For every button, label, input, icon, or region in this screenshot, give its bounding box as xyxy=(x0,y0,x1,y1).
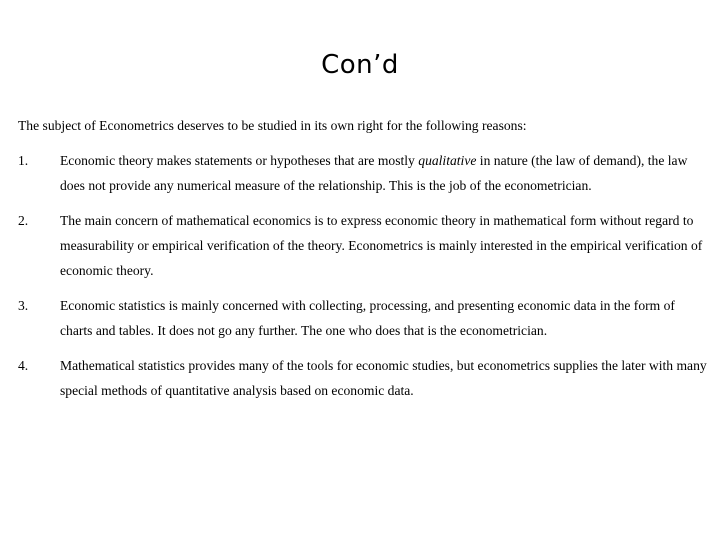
list-item-1 xyxy=(18,148,708,198)
intro-text: The subject of Econometrics deserves to be studied in its own right for the following reasons: xyxy=(18,118,527,133)
list-item-number: 2. xyxy=(18,213,29,228)
list-item-text: Mathematical statistics provides many of the tools for economic studies, but econometrics supplies the later with many special methods of quantitative analysis based on economic data. xyxy=(60,358,707,398)
list-item-text-end: in nature (the law of demand), the law does not provide any numerical measure of the relationship. This is the job of the econometrician. xyxy=(60,153,688,193)
slide-title: Con’d xyxy=(321,50,399,80)
list-item-4 xyxy=(18,353,708,403)
emphasis-qualitative: qualitative xyxy=(418,153,477,168)
list-item-text: The main concern of mathematical economics is to express economic theory in mathematical form without regard to measurability or empirical verification of the theory. Econometrics is mainly interested in the empirical verification of economic theory. xyxy=(60,213,703,278)
list-item-number: 4. xyxy=(18,358,29,373)
list-item-2 xyxy=(18,208,708,283)
list-item-number: 1. xyxy=(18,153,29,168)
list-item-text-start: Economic theory makes statements or hypotheses that are mostly xyxy=(60,153,419,168)
list-item-text: Economic statistics is mainly concerned with collecting, processing, and presenting economic data in the form of charts and tables. It does not go any further. The one who does that is the econometrician. xyxy=(60,298,675,338)
list-item-3 xyxy=(18,293,708,343)
slide-content xyxy=(18,113,708,413)
list-item-number: 3. xyxy=(18,298,29,313)
list-item-text xyxy=(60,148,708,198)
